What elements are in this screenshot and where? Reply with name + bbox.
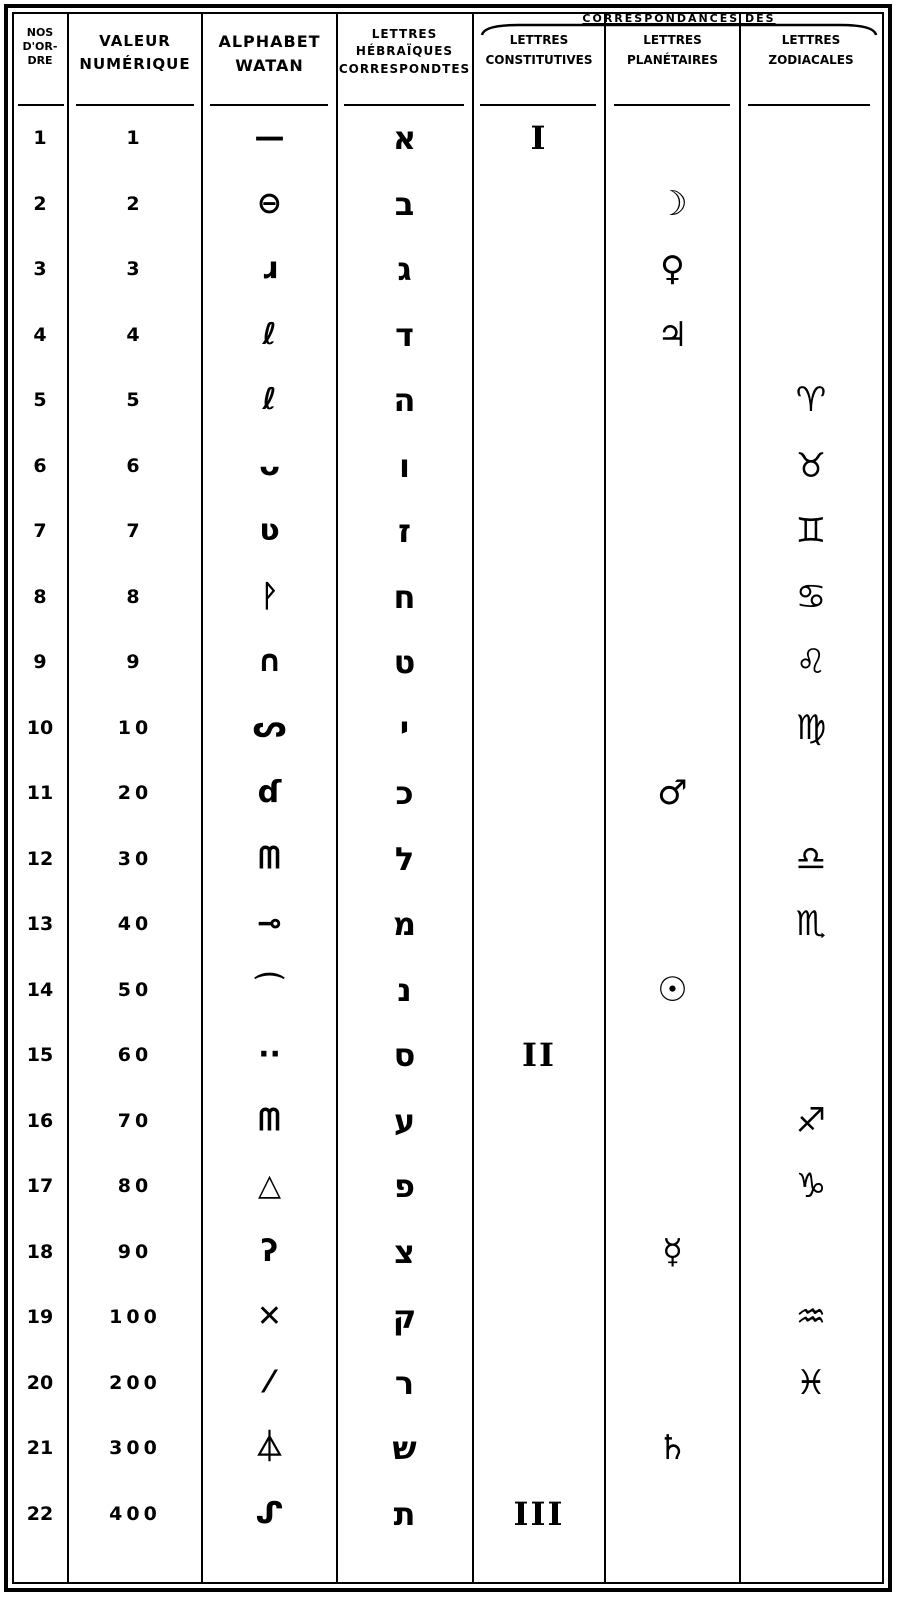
cell-watan: ⏃ xyxy=(254,1430,285,1465)
cell-no: 19 xyxy=(26,1306,54,1328)
cell-hebreu: נ xyxy=(397,970,412,1009)
cell-constitutive xyxy=(474,380,604,420)
cell-valeur: 6 xyxy=(126,454,144,477)
cell-valeur: 80 xyxy=(117,1175,153,1197)
cell-hebreu: ו xyxy=(399,446,410,485)
cell-hebreu: ט xyxy=(393,643,416,681)
cell-zodiacale xyxy=(741,184,881,224)
cell-watan: ᚹ xyxy=(260,578,279,614)
cell-constitutive xyxy=(474,773,604,813)
cell-watan: ✕ xyxy=(256,1299,283,1334)
cell-zodiacale xyxy=(741,970,881,1010)
cell-hebreu: י xyxy=(399,708,410,747)
header-rule xyxy=(76,104,194,106)
cell-constitutive xyxy=(474,1428,604,1468)
cell-hebreu: כ xyxy=(395,774,414,812)
header-planetaires-line: LETTRES xyxy=(643,33,702,47)
cell-valeur: 10 xyxy=(117,716,153,739)
cell-no: 3 xyxy=(33,258,47,280)
cell-hebreu: א xyxy=(392,119,417,157)
cell-valeur: 20 xyxy=(117,782,153,804)
cell-zodiacale: ♐ xyxy=(795,1100,827,1141)
cell-watan: ⌒ xyxy=(254,971,285,1007)
header-zodiacales xyxy=(741,30,881,71)
cell-watan: △ xyxy=(257,1168,282,1203)
header-constitutives xyxy=(474,30,604,71)
cell-hebreu: ח xyxy=(393,577,416,616)
cell-planetaire xyxy=(606,446,739,486)
cell-planetaire: ♃ xyxy=(657,314,688,355)
cell-planetaire xyxy=(606,839,739,879)
column-divider xyxy=(67,12,69,1584)
cell-planetaire xyxy=(606,1494,739,1534)
cell-zodiacale: ♒ xyxy=(795,1297,827,1337)
cell-watan: ɗ xyxy=(257,775,282,810)
cell-no: 20 xyxy=(26,1371,54,1394)
cell-constitutive xyxy=(474,1101,604,1141)
cell-planetaire xyxy=(606,1363,739,1403)
cell-constitutive xyxy=(474,642,604,682)
cell-no: 7 xyxy=(33,520,47,542)
cell-hebreu: ה xyxy=(393,381,416,419)
cell-no: 2 xyxy=(33,192,47,215)
cell-valeur: 70 xyxy=(117,1109,153,1132)
cell-watan: ℓ xyxy=(262,316,277,352)
cell-constitutive: III xyxy=(513,1494,565,1533)
header-numero xyxy=(14,26,66,67)
cell-no: 9 xyxy=(33,651,47,673)
cell-valeur: 60 xyxy=(117,1044,153,1066)
cell-hebreu: ע xyxy=(393,1101,416,1140)
cell-hebreu: ת xyxy=(393,1494,416,1533)
cell-valeur: 8 xyxy=(126,585,144,608)
cell-hebreu: מ xyxy=(392,905,417,943)
cell-no: 5 xyxy=(33,389,47,411)
cell-no: 17 xyxy=(26,1175,54,1197)
cell-constitutive xyxy=(474,904,604,944)
cell-no: 18 xyxy=(26,1240,54,1263)
cell-watan: ʋ xyxy=(259,513,280,548)
cell-constitutive: II xyxy=(522,1036,556,1074)
cell-no: 1 xyxy=(33,127,47,149)
header-rule xyxy=(344,104,464,106)
header-valeur-line: VALEUR xyxy=(99,32,171,50)
cell-no: 8 xyxy=(33,585,47,608)
cell-constitutive xyxy=(474,1297,604,1337)
cell-planetaire xyxy=(606,1166,739,1206)
cell-zodiacale xyxy=(741,1035,881,1075)
cell-zodiacale xyxy=(741,315,881,355)
cell-watan: ɹ xyxy=(261,251,278,286)
cell-hebreu: ס xyxy=(393,1036,416,1074)
cell-watan: ·· xyxy=(258,1037,281,1072)
cell-zodiacale: ♉ xyxy=(795,445,827,486)
cell-valeur: 4 xyxy=(126,323,144,346)
header-valeur-line: NUMÉRIQUE xyxy=(79,55,191,74)
cell-planetaire: ☿ xyxy=(662,1231,683,1272)
cell-zodiacale: ♊ xyxy=(795,511,827,551)
cell-valeur: 90 xyxy=(117,1240,153,1263)
cell-constitutive xyxy=(474,708,604,748)
cell-constitutive xyxy=(474,511,604,551)
cell-zodiacale xyxy=(741,118,881,158)
cell-planetaire xyxy=(606,118,739,158)
cell-constitutive xyxy=(474,1232,604,1272)
header-numero-line: DRE xyxy=(27,53,53,67)
cell-valeur: 9 xyxy=(126,651,144,673)
cell-zodiacale: ♍ xyxy=(795,707,827,748)
cell-planetaire xyxy=(606,1297,739,1337)
cell-zodiacale xyxy=(741,1232,881,1272)
header-rule xyxy=(480,104,596,106)
cell-planetaire xyxy=(606,1101,739,1141)
cell-constitutive xyxy=(474,315,604,355)
cell-watan: — xyxy=(254,120,285,155)
cell-valeur: 1 xyxy=(126,127,144,149)
cell-planetaire: ♄ xyxy=(657,1428,688,1468)
cell-planetaire xyxy=(606,577,739,617)
cell-hebreu: צ xyxy=(394,1232,415,1271)
cell-valeur: 7 xyxy=(126,520,144,542)
cell-valeur: 300 xyxy=(109,1437,161,1459)
cell-planetaire xyxy=(606,904,739,944)
cell-no: 22 xyxy=(26,1502,54,1525)
cell-no: 6 xyxy=(33,454,47,477)
cell-watan: ᗰ xyxy=(258,840,281,876)
header-hebreu-line: LETTRES xyxy=(371,27,438,41)
cell-no: 10 xyxy=(26,716,54,739)
header-numero-line: D'OR- xyxy=(22,39,58,53)
cell-planetaire xyxy=(606,511,739,551)
cell-hebreu: ג xyxy=(397,250,412,288)
cell-valeur: 50 xyxy=(117,978,153,1001)
cell-constitutive: I xyxy=(530,119,548,157)
cell-watan: ∩ xyxy=(257,644,282,679)
cell-watan: ᔑ xyxy=(255,1495,284,1531)
header-hebreu-line: HÉBRAÏQUES xyxy=(355,44,454,59)
cell-no: 11 xyxy=(26,782,54,804)
cell-watan: ᗰ xyxy=(258,1102,281,1138)
cell-planetaire: ☉ xyxy=(657,969,688,1010)
header-constitutives-line: LETTRES xyxy=(509,33,569,47)
cell-no: 14 xyxy=(26,978,54,1001)
cell-zodiacale: ♓ xyxy=(795,1362,827,1403)
cell-valeur: 3 xyxy=(126,258,144,280)
cell-planetaire xyxy=(606,708,739,748)
cell-valeur: 30 xyxy=(117,847,153,870)
header-hebreu-line: CORRESPONDTES xyxy=(338,61,471,76)
cell-no: 12 xyxy=(26,847,54,870)
cell-valeur: 5 xyxy=(126,389,144,411)
header-hebreu xyxy=(338,26,471,78)
cell-planetaire xyxy=(606,380,739,420)
header-rule xyxy=(18,104,64,106)
cell-hebreu: ל xyxy=(394,839,415,878)
cell-zodiacale: ♏ xyxy=(795,904,827,944)
cell-zodiacale: ♑ xyxy=(795,1166,827,1206)
cell-watan: ⁄ xyxy=(266,1364,272,1400)
cell-zodiacale xyxy=(741,773,881,813)
header-zodiacales-line: ZODIACALES xyxy=(768,53,854,68)
cell-no: 16 xyxy=(26,1109,54,1132)
cell-hebreu: ש xyxy=(392,1429,417,1467)
header-correspondances: CORRESPONDANCES DES xyxy=(582,12,776,25)
cell-valeur: 40 xyxy=(117,913,153,935)
cell-zodiacale: ♈ xyxy=(795,380,827,420)
cell-constitutive xyxy=(474,249,604,289)
cell-hebreu: ר xyxy=(394,1363,415,1402)
cell-no: 13 xyxy=(26,913,54,935)
cell-valeur: 400 xyxy=(109,1502,161,1525)
header-planetaires xyxy=(606,30,739,71)
cell-valeur: 100 xyxy=(109,1306,161,1328)
cell-zodiacale xyxy=(741,1494,881,1534)
cell-constitutive xyxy=(474,1166,604,1206)
cell-hebreu: ב xyxy=(394,184,415,223)
cell-zodiacale: ♋ xyxy=(795,576,827,617)
header-watan-line: WATAN xyxy=(235,56,304,75)
header-watan-line: ALPHABET xyxy=(218,32,321,51)
cell-no: 4 xyxy=(33,323,47,346)
cell-valeur: 2 xyxy=(126,192,144,215)
cell-constitutive xyxy=(474,577,604,617)
cell-planetaire xyxy=(606,642,739,682)
cell-constitutive xyxy=(474,1363,604,1403)
cell-hebreu: ק xyxy=(392,1298,417,1336)
cell-planetaire: ♀ xyxy=(660,249,685,289)
cell-no: 21 xyxy=(26,1437,54,1459)
cell-planetaire xyxy=(606,1035,739,1075)
header-watan xyxy=(204,30,335,78)
column-divider xyxy=(201,12,203,1584)
header-rule xyxy=(614,104,730,106)
cell-planetaire: ☽ xyxy=(657,183,688,224)
header-numero-line: NOS xyxy=(26,26,54,39)
cell-valeur: 200 xyxy=(109,1371,161,1394)
cell-watan: ℓ xyxy=(262,382,277,417)
cell-constitutive xyxy=(474,184,604,224)
cell-zodiacale xyxy=(741,249,881,289)
cell-zodiacale: ♎ xyxy=(795,838,827,879)
header-rule xyxy=(748,104,870,106)
cell-no: 15 xyxy=(26,1044,54,1066)
cell-constitutive xyxy=(474,839,604,879)
cell-planetaire: ♂ xyxy=(657,773,688,813)
cell-watan: ʔ xyxy=(260,1233,279,1269)
cell-constitutive xyxy=(474,970,604,1010)
cell-zodiacale: ♌ xyxy=(795,642,827,682)
header-rule xyxy=(210,104,328,106)
header-zodiacales-line: LETTRES xyxy=(781,33,841,47)
cell-hebreu: ז xyxy=(398,512,411,550)
cell-watan: ᴗ xyxy=(259,447,280,483)
cell-watan: ⊸ xyxy=(256,906,283,941)
cell-zodiacale xyxy=(741,1428,881,1468)
header-constitutives-line: CONSTITUTIVES xyxy=(485,53,593,68)
cell-watan: ᔕ xyxy=(252,709,287,745)
cell-watan: ⊖ xyxy=(256,185,283,221)
cell-hebreu: ד xyxy=(395,315,414,354)
header-planetaires-line: PLANÉTAIRES xyxy=(626,53,719,68)
cell-constitutive xyxy=(474,446,604,486)
header-valeur xyxy=(70,30,200,77)
cell-hebreu: פ xyxy=(393,1167,416,1205)
